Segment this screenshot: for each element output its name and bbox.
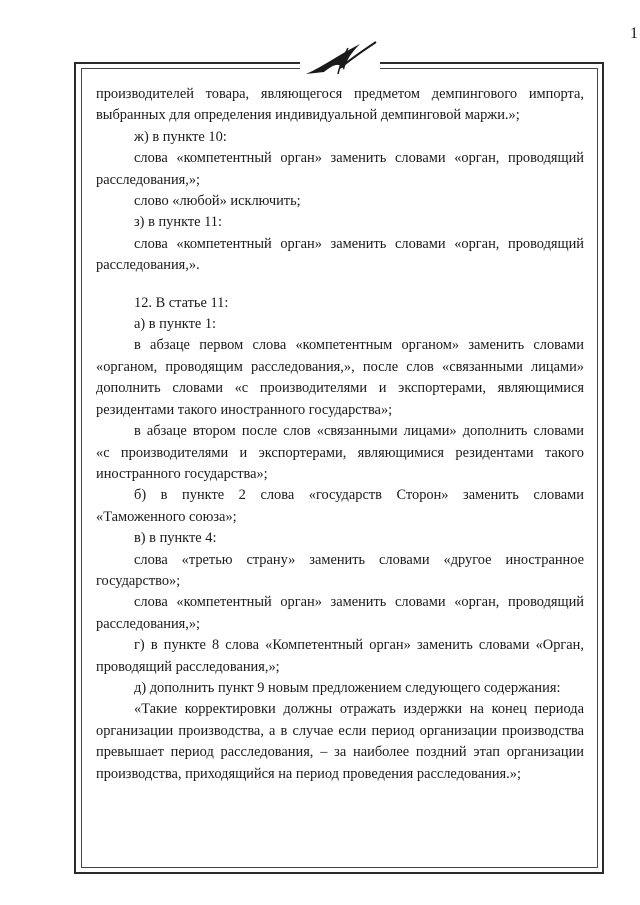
text-line: в абзаце первом слова «компетентным органом» заменить словами (134, 337, 584, 354)
text-line: расследования,»; (96, 171, 201, 188)
text-line: «органом, проводящим расследования,», после слов «связанными лицами» (96, 358, 584, 375)
text-line: в абзаце втором после слов «связанными лицами» дополнить словами (134, 423, 584, 440)
text-line: расследования,»; (96, 615, 201, 632)
text-line: «Таможенного союза»; (96, 508, 237, 525)
text-line: дополнить словами «с производителями и экспортерами, являющимися (96, 380, 584, 397)
text-line: слова «компетентный орган» заменить словами «орган, проводящий (134, 235, 584, 252)
text-line: слова «компетентный орган» заменить словами «орган, проводящий (134, 150, 584, 167)
swirl-emblem-icon (300, 38, 380, 78)
text-line: слова «компетентный орган» заменить словами «орган, проводящий (134, 594, 584, 611)
text-line: резидентами такого иностранного государства»; (96, 401, 393, 418)
text-line: государство»; (96, 572, 181, 589)
text-line: ж) в пункте 10: (134, 128, 227, 145)
text-line: слова «третью страну» заменить словами «другое иностранное (134, 551, 584, 568)
text-line: превышает период расследования, – за наиболее поздний этап организации (96, 744, 584, 761)
text-line: д) дополнить пункт 9 новым предложением следующего содержания: (134, 679, 561, 696)
text-line: «с производителями и экспортерами, являющимися резидентами такого (96, 444, 584, 461)
text-line: выбранных для определения индивидуальной демпинговой маржи.»; (96, 107, 520, 124)
text-line: «Такие корректировки должны отражать издержки на конец периода (134, 701, 584, 718)
page-number: 1 (630, 25, 638, 42)
document-body (96, 84, 584, 785)
text-line: организации производства, а в случае если период организации производства (96, 722, 584, 739)
emblem-logo (300, 38, 380, 78)
text-line: иностранного государства»; (96, 465, 268, 482)
text-line: производства, приходящийся на период проведения расследования.»; (96, 765, 521, 782)
text-line: з) в пункте 11: (134, 214, 222, 231)
text-line: в) в пункте 4: (134, 530, 217, 547)
text-line: а) в пункте 1: (134, 316, 217, 333)
text-line: 12. В статье 11: (134, 294, 229, 311)
text-line: б) в пункте 2 слова «государств Сторон» заменить словами (134, 487, 584, 504)
text-line: производителей товара, являющегося предметом демпингового импорта, (96, 86, 584, 102)
text-line: слово «любой» исключить; (134, 193, 301, 210)
text-line: расследования,». (96, 257, 200, 274)
text-line: г) в пункте 8 слова «Компетентный орган» заменить словами «Орган, (134, 637, 584, 654)
text-line: проводящий расследования,»; (96, 658, 280, 675)
